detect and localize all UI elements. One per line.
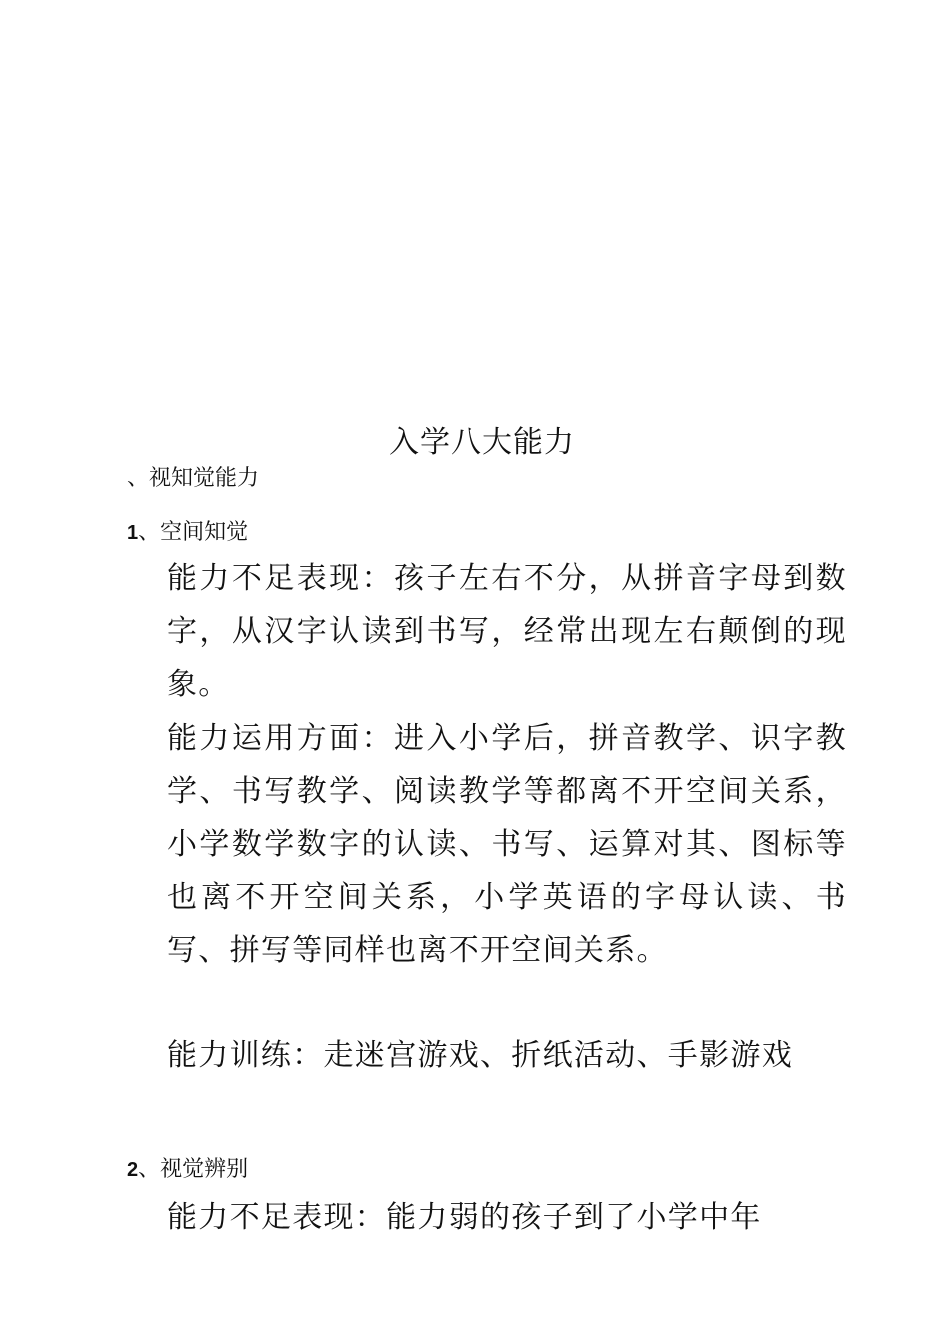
paragraph-deficiency: 能力不足表现：孩子左右不分，从拼音字母到数字，从汉字认读到书写，经常出现左右颠倒的现象。 bbox=[167, 561, 847, 702]
subsection-heading-spatial-perception bbox=[127, 516, 248, 550]
document-title: 入学八大能力 bbox=[389, 425, 575, 460]
paragraph-training: 能力训练：走迷宫游戏、折纸活动、手影游戏 bbox=[167, 1038, 793, 1073]
subsection-label: 、视觉辨别 bbox=[138, 1157, 249, 1182]
paragraph-application: 能力运用方面：进入小学后，拼音教学、识字教学、书写教学、阅读教学等都离不开空间关系，小学数学数字的认读、书写、运算对其、图标等也离不开空间关系，小学英语的字母认读、书写、拼写等同样也离不开空间关系。 bbox=[167, 721, 847, 968]
subsection-number: 1 bbox=[127, 522, 139, 544]
subsection-heading-visual-discrimination bbox=[127, 1153, 248, 1187]
subsection-number: 2 bbox=[127, 1159, 139, 1181]
paragraph-deficiency-visual: 能力不足表现：能力弱的孩子到了小学中年 bbox=[167, 1200, 762, 1235]
subsection-label: 、空间知觉 bbox=[138, 520, 249, 545]
section-heading: 、视知觉能力 bbox=[127, 466, 260, 491]
